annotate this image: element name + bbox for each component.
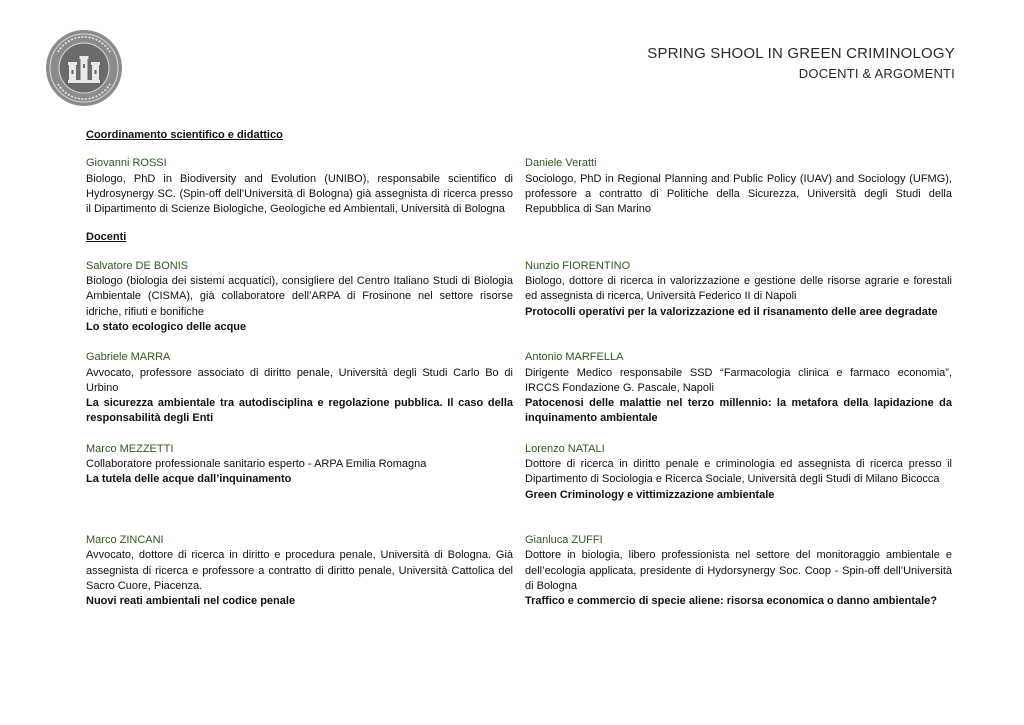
person-description: Avvocato, professore associato di diritto penale, Università degli Studi Carlo Bo di Urbino <box>86 366 513 394</box>
lecture-topic: Patocenosi delle malattie nel terzo millennio: la metafora della lapidazione da inquinamento ambientale <box>525 397 952 425</box>
person-name: Gianluca ZUFFI <box>525 533 603 546</box>
lecture-topic: Green Criminology e vittimizzazione ambientale <box>525 488 775 501</box>
person-description: Sociologo, PhD in Regional Planning and Public Policy (IUAV) and Sociology (UFMG), professore a contratto di Politiche della Sicurezza, Università degli Studi della Repubblica di San Marino <box>525 172 952 216</box>
lecture-topic: Traffico e commercio di specie aliene: risorsa economica o danno ambientale? <box>525 595 938 608</box>
document-title: SPRING SHOOL IN GREEN CRIMINOLOGY <box>647 45 955 62</box>
section-heading-coordination: Coordinamento scientifico e didattico <box>86 129 283 141</box>
teacher-entry <box>86 533 513 609</box>
person-description: Collaboratore professionale sanitario esperto - ARPA Emilia Romagna <box>86 458 427 471</box>
lecture-topic: Protocolli operativi per la valorizzazione ed il risanamento delle aree degradate <box>525 305 938 318</box>
lecture-topic: Lo stato ecologico delle acque <box>86 320 247 333</box>
person-name: Salvatore DE BONIS <box>86 259 189 272</box>
person-name: Gabriele MARRA <box>86 351 171 364</box>
lecture-topic: Nuovi reati ambientali nel codice penale <box>86 595 296 608</box>
coordinator-entry <box>86 156 513 217</box>
person-description: Dottore in biologia, libero professionista nel settore del monitoraggio ambientale e dell’ecologia applicata, presidente di Hydorsynergy Soc. Coop - Spin-off dell’Università di Bologna <box>525 549 952 592</box>
coordinators-row <box>86 156 952 217</box>
teachers-row <box>86 350 952 426</box>
person-description: Biologo, dottore di ricerca in valorizzazione e gestione delle risorse agrarie e forestali ed assegnista di ricerca, Università Federico II di Napoli <box>525 275 952 303</box>
person-description: Dirigente Medico responsabile SSD “Farmacologia clinica e farmaco economia”, IRCCS Fondazione G. Pascale, Napoli <box>525 366 952 394</box>
document-body <box>86 128 952 609</box>
person-description: Biologo (biologia dei sistemi acquatici), consigliere del Centro Italiano Studi di Biologia Ambientale (CISMA), già collaboratore dell’ARPA di Frosinone nel settore risorse idriche, rifiuti e bonifiche <box>86 275 513 318</box>
coordinator-entry <box>525 156 952 217</box>
teacher-entry <box>86 259 513 335</box>
document-subtitle: DOCENTI & ARGOMENTI <box>798 66 955 81</box>
teachers-row <box>86 442 952 503</box>
teacher-entry <box>525 442 952 503</box>
person-name: Marco MEZZETTI <box>86 442 174 455</box>
person-name: Antonio MARFELLA <box>525 351 624 364</box>
teacher-entry <box>86 350 513 426</box>
lecture-topic: La tutela delle acque dall’inquinamento <box>86 473 292 486</box>
lecture-topic: La sicurezza ambientale tra autodisciplina e regolazione pubblica. Il caso della responsabilità degli Enti <box>86 397 513 425</box>
person-description: Avvocato, dottore di ricerca in diritto e procedura penale, Università di Bologna. Già assegnista di ricerca e professore a contratto di diritto penale, Università Cattolica del Sacro Cuore, Piacenza. <box>86 549 513 592</box>
teacher-entry <box>525 350 952 426</box>
person-name: Giovanni ROSSI <box>86 157 167 170</box>
person-name: Nunzio FIORENTINO <box>525 259 631 272</box>
teacher-entry <box>525 533 952 609</box>
teachers-row <box>86 259 952 335</box>
person-description: Dottore di ricerca in diritto penale e criminologia ed assegnista di ricerca presso il Dipartimento di Sociologia e Ricerca Sociale, Università degli Studi di Milano Bicocca <box>525 458 952 486</box>
page-header <box>647 44 955 84</box>
person-name: Daniele Veratti <box>525 157 597 170</box>
teachers-row <box>86 533 952 609</box>
university-seal-icon <box>44 28 124 108</box>
person-name: Marco ZINCANI <box>86 533 164 546</box>
teacher-entry <box>86 442 513 503</box>
person-name: Lorenzo NATALI <box>525 442 605 455</box>
person-description: Biologo, PhD in Biodiversity and Evolution (UNIBO), responsabile scientifico di Hydrosynergy SC. (Spin-off dell’Università di Bologna) già assegnista di ricerca presso il Dipartimento di Scienze Biologiche, Geologiche ed Ambientali, Università di Bologna <box>86 172 513 216</box>
teacher-entry <box>525 259 952 335</box>
section-heading-teachers: Docenti <box>86 231 127 244</box>
